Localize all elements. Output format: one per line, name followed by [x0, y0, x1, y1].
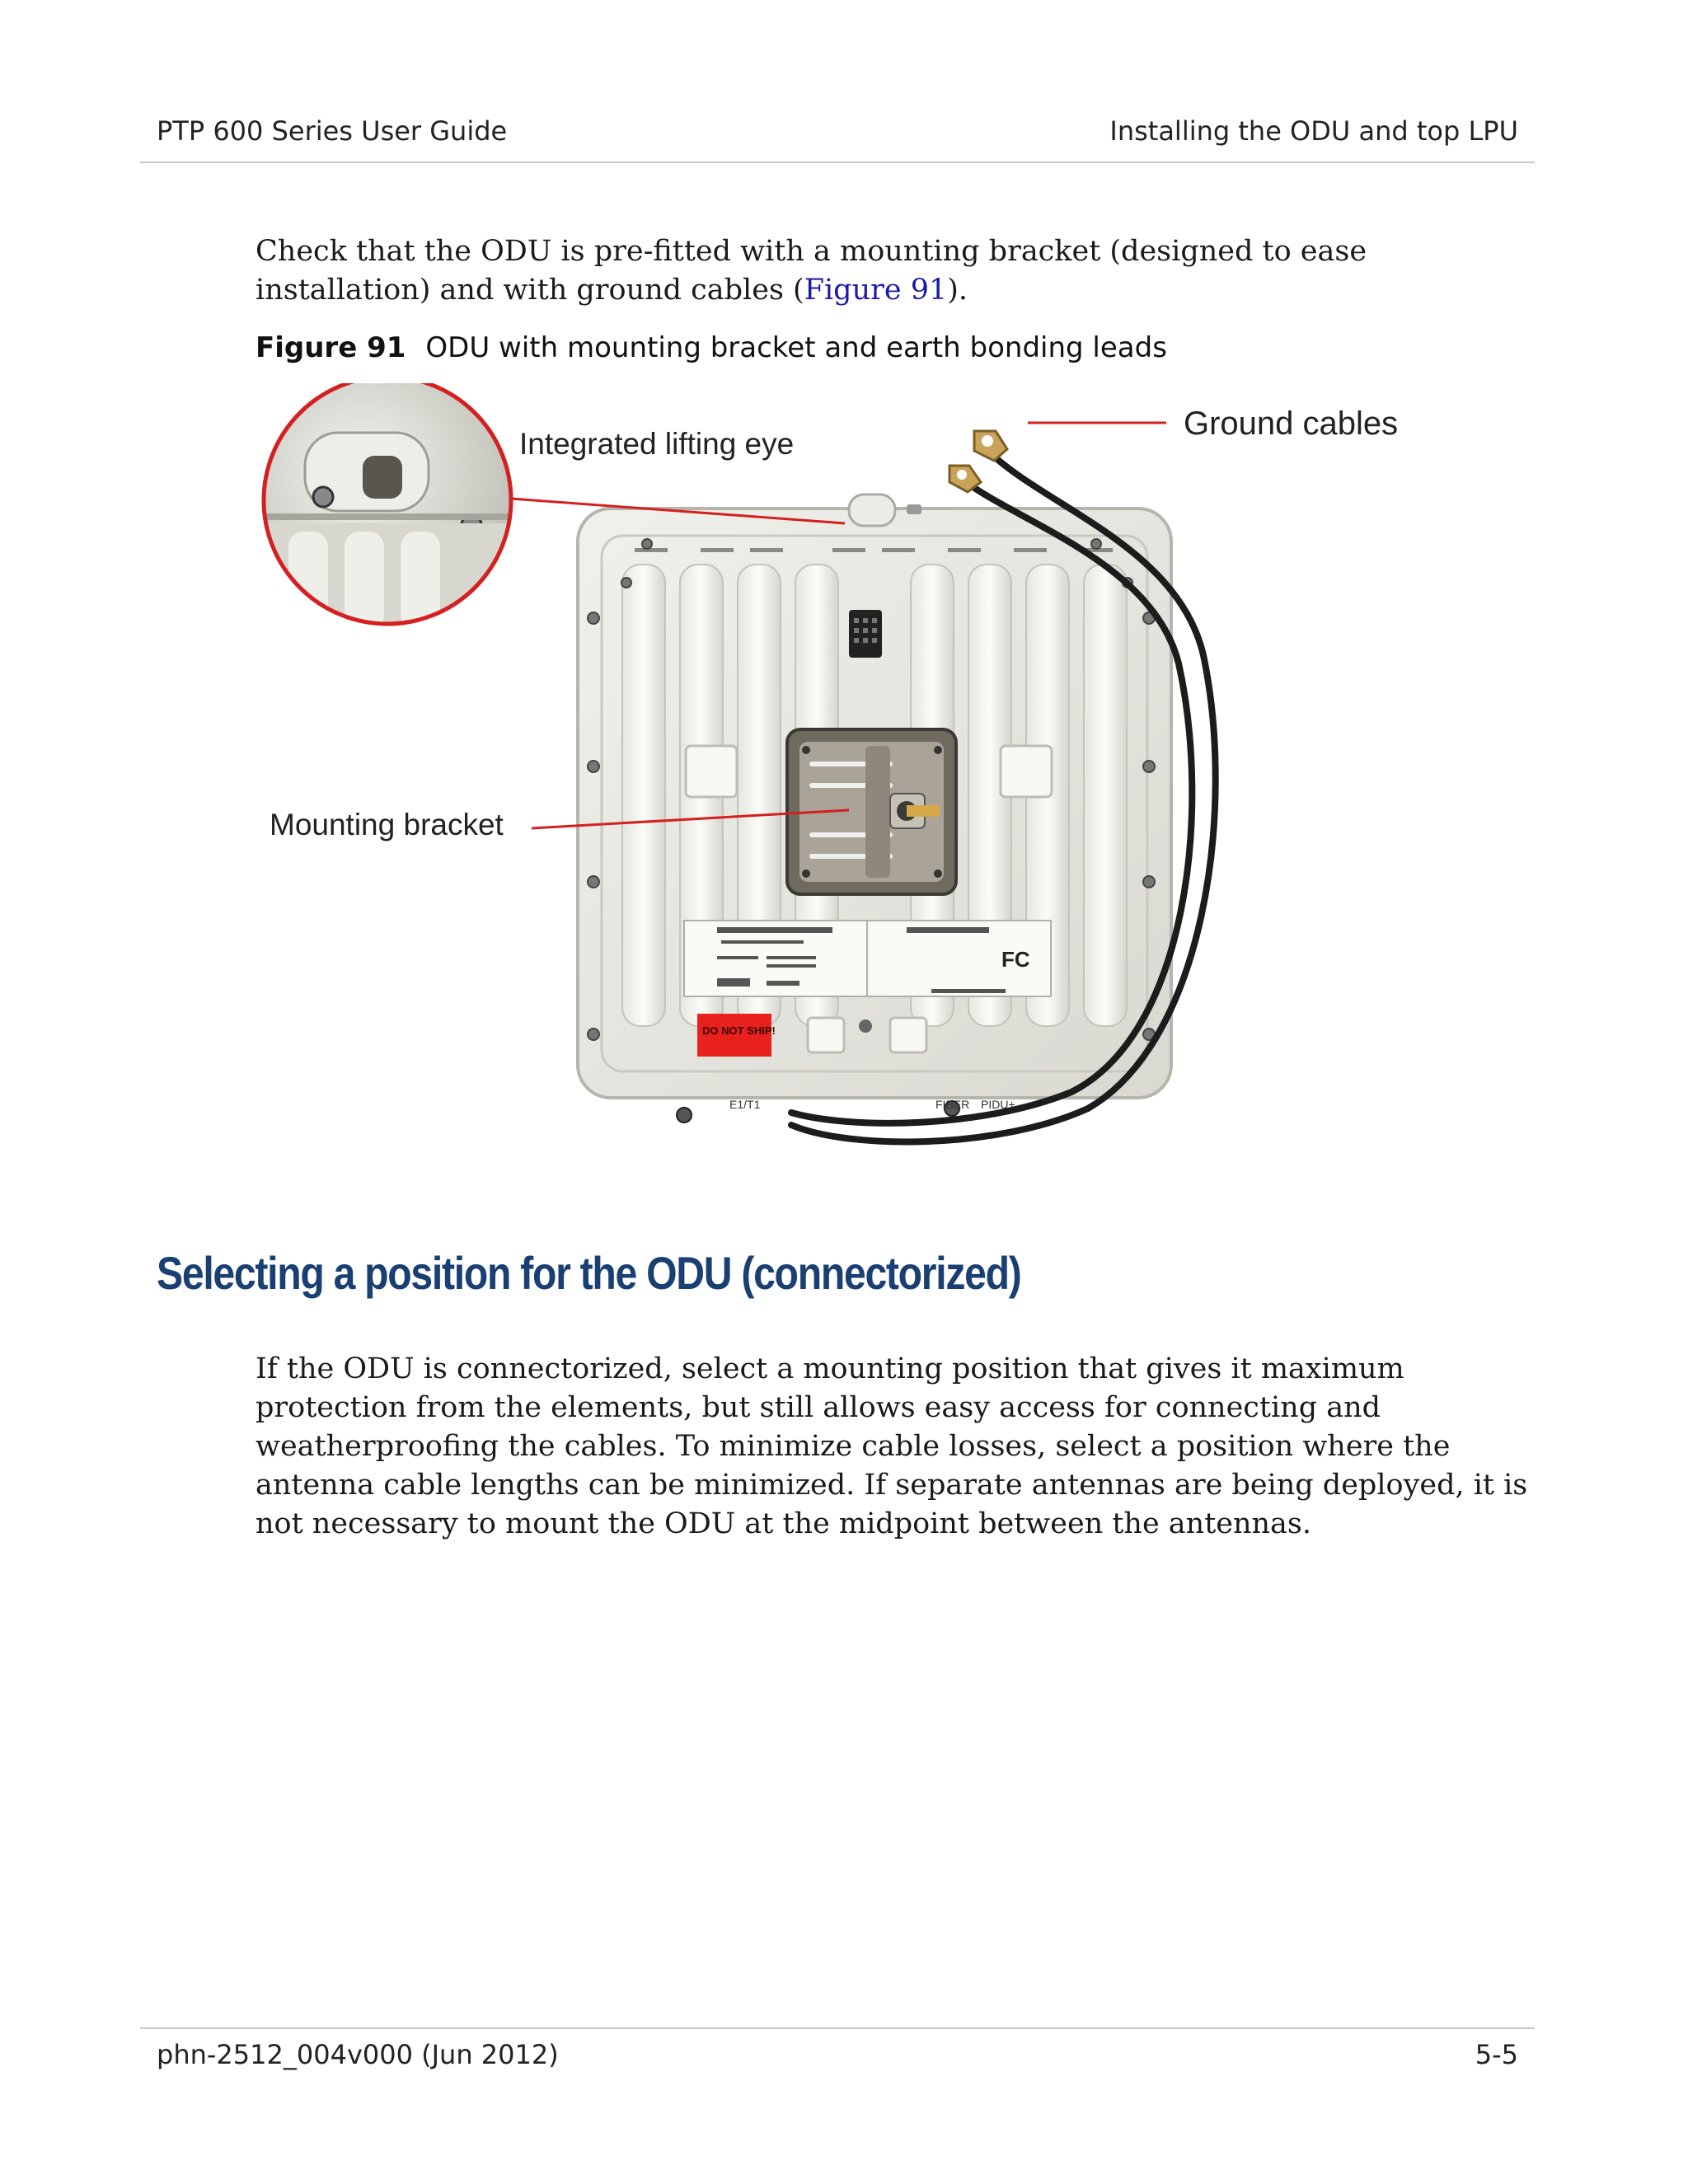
lifting-eye: [849, 494, 895, 526]
footer-rule: [140, 2027, 1535, 2029]
intro-text-end: ).: [947, 274, 968, 307]
port-label-fiber: FIBER: [935, 1098, 970, 1111]
intro-paragraph: [256, 232, 1541, 310]
running-header-title: PTP 600 Series User Guide: [157, 115, 508, 147]
section-paragraph: If the ODU is connectorized, select a mounting position that gives it maximum protection from the elements, but still allows easy access for connecting and weatherproofing the cables. To minimize cable losses, select a position where the antenna cable lengths can be minimized. If separate antennas are being deployed, it is not necessary to mount the ODU at the midpoint between the antennas.: [256, 1352, 1528, 1540]
figure-caption-text: ODU with mounting bracket and earth bonding leads: [425, 331, 1167, 364]
port-label-e1t1: E1/T1: [729, 1098, 761, 1111]
running-header-section: Installing the ODU and top LPU: [1109, 115, 1518, 147]
warning-sticker-text: DO NOT SHIP!: [702, 1024, 776, 1037]
product-label: [684, 921, 1051, 996]
callout-mounting-bracket: Mounting bracket: [270, 808, 504, 841]
port-label-pidu: PIDU+: [981, 1098, 1015, 1111]
page-number: 5-5: [1475, 2039, 1518, 2070]
section-heading: Selecting a position for the ODU (connectorized): [157, 1247, 1021, 1299]
figure-number: Figure 91: [256, 331, 406, 364]
fcc-mark: FC: [1001, 947, 1030, 972]
callout-lifting-eye: Integrated lifting eye: [519, 427, 795, 461]
figure-caption: [256, 331, 1167, 364]
odu-figure: [256, 383, 1426, 1174]
odu-unit: [578, 494, 1171, 1122]
figure-link[interactable]: Figure 91: [804, 274, 948, 307]
header-rule: [140, 162, 1535, 163]
footer-doc-id: phn-2512_004v000 (Jun 2012): [157, 2039, 559, 2070]
callout-ground-cables: Ground cables: [1184, 405, 1399, 442]
intro-text: Check that the ODU is pre-fitted with a mounting bracket (designed to ease installation) and with ground cables (: [256, 235, 1367, 307]
lifting-eye-zoom-inset: [256, 383, 519, 630]
